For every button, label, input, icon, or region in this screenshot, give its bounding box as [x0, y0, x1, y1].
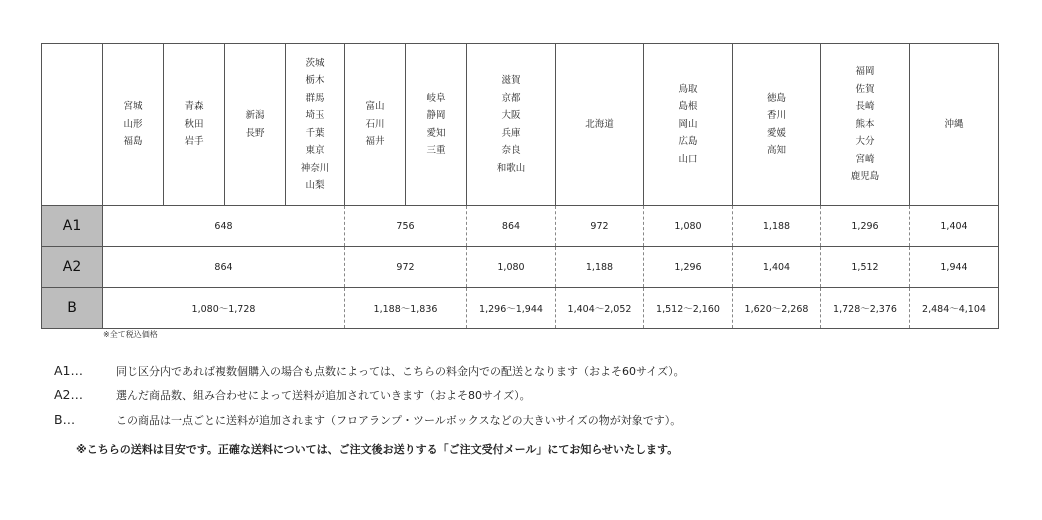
region-header-cell — [644, 44, 733, 206]
region-header-cell — [406, 44, 467, 206]
rate-cell: 648 — [103, 206, 345, 247]
rate-cell: 1,404 — [733, 247, 821, 288]
explanation-key: A1… — [54, 363, 84, 378]
shipping-fee-table — [41, 43, 999, 329]
corner-cell — [42, 44, 103, 206]
rate-cell: 1,080 — [644, 206, 733, 247]
region-names: 福岡 佐賀 長崎 熊本 大分 宮崎 鹿児島 — [850, 66, 880, 183]
region-header-row — [42, 44, 999, 206]
explanation-text: この商品は一点ごとに送料が追加されます（フロアランプ・ツールボックスなどの大きいサイズの物が対象です）。 — [116, 414, 682, 427]
rate-cell: 1,188 — [733, 206, 821, 247]
rate-cell: 2,484～4,104 — [910, 288, 999, 329]
region-names: 新潟 長野 — [245, 110, 265, 139]
rate-cell: 1,728～2,376 — [821, 288, 910, 329]
rate-cell: 1,620～2,268 — [733, 288, 821, 329]
rate-cell: 1,404 — [910, 206, 999, 247]
explanation-b — [54, 412, 681, 428]
rate-cell: 864 — [103, 247, 345, 288]
row-label: A1 — [42, 206, 103, 247]
region-names: 鳥取 島根 岡山 広島 山口 — [678, 83, 698, 165]
rate-cell: 1,512 — [821, 247, 910, 288]
footer-note: ※こちらの送料は目安です。正確な送料については、ご注文後お送りする「ご注文受付メール」にてお知らせいたします。 — [76, 443, 679, 456]
explanation-a1 — [54, 363, 685, 379]
region-names: 滋賀 京都 大阪 兵庫 奈良 和歌山 — [496, 75, 526, 174]
region-header-cell — [467, 44, 556, 206]
region-names: 宮城 山形 福島 — [123, 101, 143, 148]
rate-cell: 1,404～2,052 — [556, 288, 644, 329]
rate-cell: 864 — [467, 206, 556, 247]
row-label: B — [42, 288, 103, 329]
region-header-cell — [910, 44, 999, 206]
explanation-a2 — [54, 387, 531, 403]
rate-row-a2 — [42, 247, 999, 288]
rate-cell: 1,188～1,836 — [345, 288, 467, 329]
rate-cell: 972 — [556, 206, 644, 247]
region-names: 茨城 栃木 群馬 埼玉 千葉 東京 神奈川 山梨 — [300, 57, 330, 191]
rate-cell: 1,512～2,160 — [644, 288, 733, 329]
region-header-cell — [164, 44, 225, 206]
explanation-key: A2… — [54, 387, 84, 402]
rate-cell: 1,188 — [556, 247, 644, 288]
region-names: 沖縄 — [944, 118, 964, 130]
rate-cell: 1,080 — [467, 247, 556, 288]
tax-note: ※全て税込価格 — [103, 330, 158, 339]
region-names: 富山 石川 福井 — [365, 101, 385, 148]
region-names: 青森 秋田 岩手 — [184, 101, 204, 148]
rate-cell: 756 — [345, 206, 467, 247]
region-header-cell — [286, 44, 345, 206]
explanation-text: 同じ区分内であれば複数個購入の場合も点数によっては、こちらの料金内での配送となります（およそ60サイズ）。 — [116, 365, 685, 378]
rate-cell: 1,296 — [821, 206, 910, 247]
rate-cell: 1,296 — [644, 247, 733, 288]
explanation-text: 選んだ商品数、組み合わせによって送料が追加されていきます（およそ80サイズ）。 — [116, 389, 531, 402]
rate-cell: 1,080～1,728 — [103, 288, 345, 329]
region-header-cell — [345, 44, 406, 206]
rate-cell: 1,944 — [910, 247, 999, 288]
region-header-cell — [103, 44, 164, 206]
region-header-cell — [225, 44, 286, 206]
rate-row-b — [42, 288, 999, 329]
region-names: 岐阜 静岡 愛知 三重 — [426, 92, 446, 156]
row-label: A2 — [42, 247, 103, 288]
region-header-cell — [821, 44, 910, 206]
rate-cell: 972 — [345, 247, 467, 288]
region-names: 北海道 — [585, 118, 614, 130]
rate-cell: 1,296～1,944 — [467, 288, 556, 329]
region-header-cell — [733, 44, 821, 206]
region-names: 徳島 香川 愛媛 高知 — [766, 92, 786, 156]
region-header-cell — [556, 44, 644, 206]
explanation-key: B… — [54, 412, 76, 427]
rate-row-a1 — [42, 206, 999, 247]
